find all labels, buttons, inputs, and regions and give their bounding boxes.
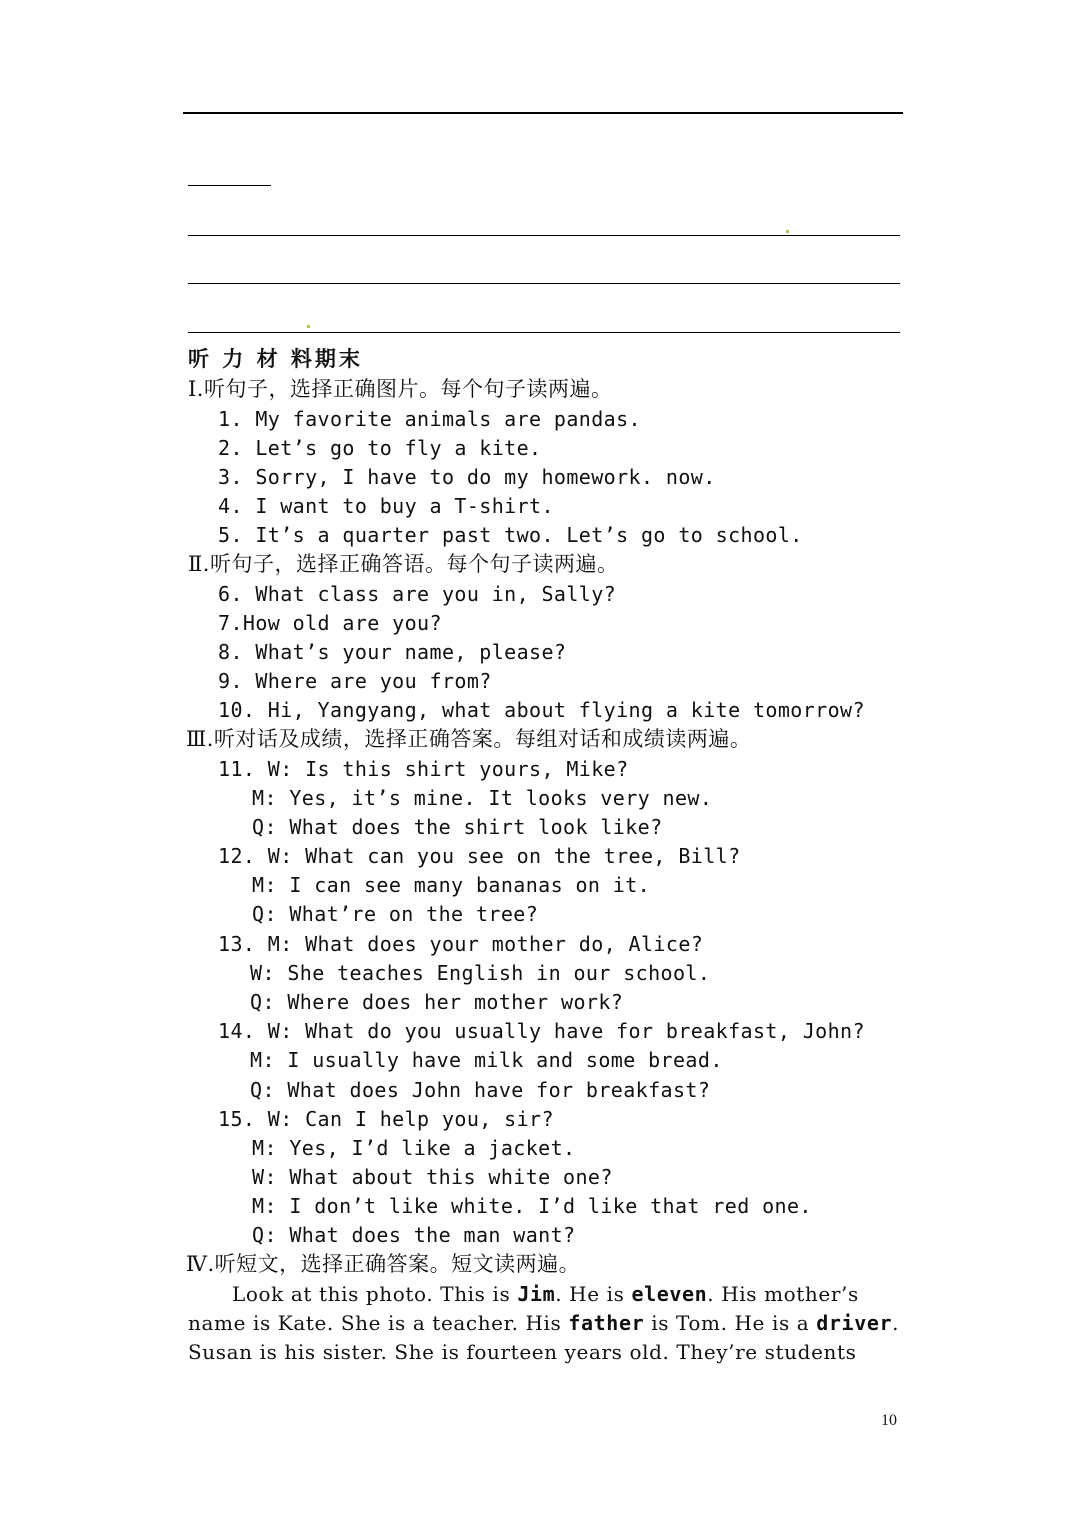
- dialogue-line: Q: Where does her mother work?: [250, 990, 624, 1014]
- speck-mark: [307, 325, 310, 328]
- dialogue-line: W: What about this white one?: [252, 1165, 613, 1189]
- list-item: 6. What class are you in, Sally?: [218, 582, 617, 606]
- dialogue-line: Q: What’re on the tree?: [252, 902, 539, 926]
- list-item: 5. It’s a quarter past two. Let’s go to school.: [218, 523, 803, 547]
- list-item: 14. W: What do you usually have for breakfast, John?: [218, 1019, 865, 1043]
- speck-mark: [786, 230, 789, 233]
- passage-keyword: father: [568, 1311, 645, 1335]
- passage-line: name is Kate. She is a teacher. His father is Tom. He is a driver.: [188, 1311, 900, 1335]
- short-rule: [188, 185, 271, 186]
- list-item: 2. Let’s go to fly a kite.: [218, 436, 542, 460]
- list-item: 7.How old are you?: [218, 611, 442, 635]
- passage-line: Susan is his sister. She is fourteen years old. They’re students: [188, 1340, 857, 1364]
- page-number: 10: [881, 1412, 897, 1429]
- section-heading: Ⅰ.听句子，选择正确图片。每个句子读两遍。: [188, 377, 613, 401]
- dialogue-line: M: I usually have milk and some bread.: [250, 1048, 723, 1072]
- passage-line: Look at this photo. This is Jim. He is eleven. His mother’s: [232, 1282, 859, 1306]
- dialogue-line: Q: What does the man want?: [252, 1223, 576, 1247]
- header-rule: [183, 112, 903, 114]
- dialogue-line: Q: What does the shirt look like?: [252, 815, 663, 839]
- section-heading: Ⅳ.听短文，选择正确答案。短文读两遍。: [186, 1252, 581, 1276]
- list-item: 1. My favorite animals are pandas.: [218, 407, 641, 431]
- list-item: 13. M: What does your mother do, Alice?: [218, 932, 704, 956]
- list-item: 15. W: Can I help you, sir?: [218, 1107, 554, 1131]
- dialogue-line: M: Yes, I’d like a jacket.: [252, 1136, 576, 1160]
- answer-line-3: [188, 332, 900, 333]
- list-item: 12. W: What can you see on the tree, Bill?: [218, 844, 741, 868]
- section-heading: Ⅲ.听对话及成绩，选择正确答案。每组对话和成绩读两遍。: [186, 727, 752, 751]
- passage-keyword: Jim: [517, 1282, 556, 1306]
- list-item: 4. I want to buy a T-shirt.: [218, 494, 554, 518]
- dialogue-line: M: I can see many bananas on it.: [252, 873, 651, 897]
- answer-line-2: [188, 283, 900, 284]
- passage-keyword: driver: [816, 1311, 893, 1335]
- list-item: 10. Hi, Yangyang, what about flying a kite tomorrow?: [218, 698, 865, 722]
- list-item: 3. Sorry, I have to do my homework. now.: [218, 465, 716, 489]
- dialogue-line: Q: What does John have for breakfast?: [250, 1078, 711, 1102]
- section-heading: Ⅱ.听句子，选择正确答语。每个句子读两遍。: [188, 552, 619, 576]
- list-item: 8. What’s your name, please?: [218, 640, 567, 664]
- page-heading: 听 力 材 料期末: [188, 346, 363, 371]
- list-item: 11. W: Is this shirt yours, Mike?: [218, 757, 629, 781]
- answer-line-1: [188, 235, 900, 236]
- dialogue-line: M: I don’t like white. I’d like that red one.: [252, 1194, 812, 1218]
- passage-keyword: eleven: [631, 1282, 708, 1306]
- dialogue-line: W: She teaches English in our school.: [250, 961, 711, 985]
- dialogue-line: M: Yes, it’s mine. It looks very new.: [252, 786, 713, 810]
- list-item: 9. Where are you from?: [218, 669, 492, 693]
